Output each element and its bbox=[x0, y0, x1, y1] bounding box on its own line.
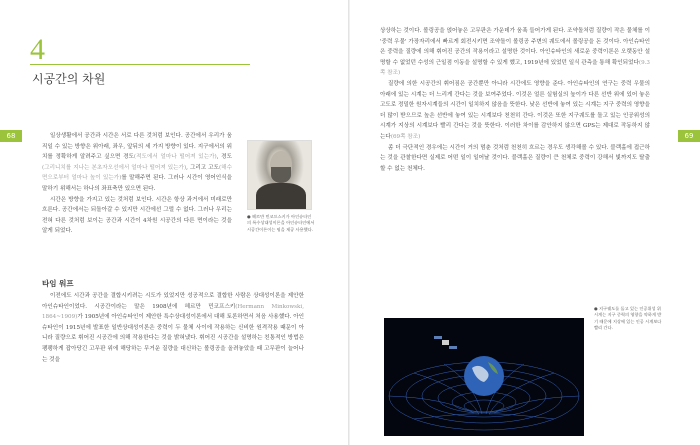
section-text bbox=[42, 291, 304, 365]
satellite-caption: ● 지구궤도를 돌고 있는 인공위성 위 시계는 지구 중력의 영향을 약하게 받기 때문에 지상에 있는 인공 시계보다 빨리 간다. bbox=[594, 306, 662, 331]
right-page bbox=[350, 0, 700, 445]
paragraph: 일상생활에서 공간과 시간은 서로 다른 것처럼 보인다. 공간에서 우리가 움직일 수 있는 방향은 위아래, 좌우, 앞뒤의 세 가지 방향이 있다. 지구에서의 위치를 정확하게 알려주고 싶으면 경도(적도에서 얼마나 떨어져 있는가), 경도(그리니치를 지나는 본초자오선에서 얼마나 떨어져 있는가), 그리고 고도(해수면으로부터 얼마나 높이 있는가)를 말해주면 된다. 그러나 시간이 영어인식을 말하기 위해서는 하나의 좌표축만 있으면 된다. bbox=[42, 133, 232, 192]
spacetime-curvature-image bbox=[384, 318, 584, 436]
paragraph: 상상하는 것이다. 볼링공을 얹어놓은 고무판은 가운데가 움푹 들어가게 된다. 조약돌처럼 질량이 작은 물체를 이 '중력 우물' 가장자리에서 빠르게 회전시키면 조약돌이 볼링공 주변의 궤도에서 볼링공을 돈 것이다. 아인슈타인은 중력을 질량에 의해 휘어진 공간의 작용이라고 설명한 것이다. 아인슈타인의 새로운 중력이론은 오랫동안 설명할 수 없었던 수성의 근일점 이동을 설명할 수 있게 했고, 1919년에 있었던 일식 관측을 통해 확인되었다(9.3쪽 참조) bbox=[380, 28, 650, 77]
page-number-tab-right: 69 bbox=[678, 130, 700, 142]
paragraph: 시간은 방향을 가지고 있는 것처럼 보인다. 시간은 항상 과거에서 미래로만 흐른다. 공간에서는 되돌아갈 수 있지만 시간에선 그럴 수 없다. 그러나 우리는 전혀 다른 것처럼 보이는 공간과 시간이 4차원 시공간의 다른 면이라는 것을 알게 되었다. bbox=[42, 196, 232, 235]
left-column-text bbox=[42, 131, 232, 237]
portrait-caption: ● 헤르만 민코프스키가 아인슈타인의 특수상대성이론을 아인슈타인에서 시공간이론이는 핑을 제공 사용했다. bbox=[247, 214, 315, 232]
chapter-number: 4 bbox=[30, 33, 45, 66]
chapter-title: 시공간의 차원 bbox=[32, 72, 106, 86]
paragraph: 질량에 의한 시공간의 휘어짐은 공간뿐만 아니라 시간에도 영향을 준다. 아인슈타인의 연구는 중력 우물의 아래에 있는 시계는 더 느리게 간다는 것을 보여주었다. 이것은 얼른 실험실의 높이가 다른 선반 위에 있어 놓은 고도로 정밀한 원자시계들의 시간이 일치하지 않음을 뜻한다. 낮은 선반에 놓여 있는 시계는 지구 중력의 영향을 더 많이 받으므로 높은 선반에 놓여 있는 시계보다 천천히 간다. 이것은 또한 지구궤도를 돌고 있는 인공위성의 시계가 지상의 시계보다 빨리 간다는 것을 뜻한다. 이러한 차이를 감안하지 않으면 GPS는 제대로 작동하지 않는다(69쪽 참조) bbox=[380, 80, 650, 140]
chapter-divider bbox=[30, 64, 250, 65]
minkowski-portrait-image bbox=[247, 140, 312, 210]
page-number-tab-left: 68 bbox=[0, 130, 22, 142]
section-heading: 타임 워프 bbox=[42, 279, 74, 288]
right-column-text bbox=[380, 26, 650, 174]
paragraph: 좀 더 극단적인 경우에는 시간이 거의 멈춘 것처럼 천천히 흐르는 경우도 생각해볼 수 있다. 블랙홀에 접근하는 것을 관찰한다면 실제로 어떤 일이 일어날 것이다. 블랙홀은 질량이 큰 천체로 중력이 강해서 빛까지도 탈출할 수 없는 천체다. bbox=[380, 144, 650, 172]
spacetime-grid-graphic bbox=[384, 318, 584, 436]
satellite-icon bbox=[434, 336, 457, 349]
paragraph: 이전에도 시간과 공간을 결합시키려는 시도가 있었지만 성공적으로 결합한 사람은 상대성이론을 제안한 아인슈타인이었다. 시공간이라는 말은 1908년에 헤르만 민코프스키(Hermann Minkowski, 1864~1909)가 1905년에 아인슈타인이 제안한 특수상대성이론에서 대해 토론하면서 처음 사용했다. 아인슈타인이 1915년에 발표한 일반상대성이론은 중력이 두 물체 사이에 작용하는 신비한 원격작용 때문이 아니라 질량으로 휘어진 시공간에 의해 작용한다는 것을 밝혀냈다. 휘어진 시공간을 설명하는 친통적인 방법은 팽팽하게 잡아당긴 고무판 위에 해당하는 무거운 질량을 대신하는 볼링공을 올려놓았을 때 고무판이 늘어나는 것을 bbox=[42, 293, 304, 363]
